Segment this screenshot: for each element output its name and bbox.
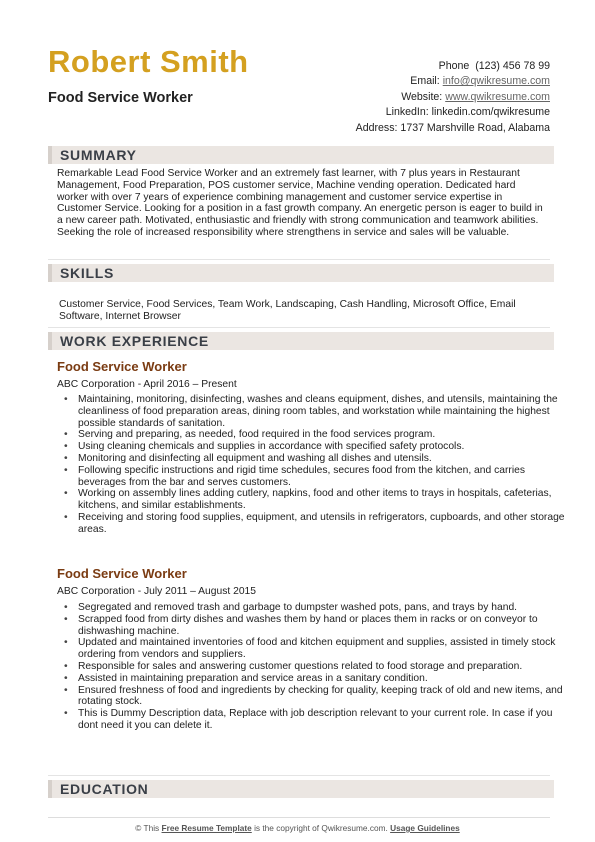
contact-address xyxy=(356,121,550,136)
website-label: Website: xyxy=(401,90,443,103)
contact-website xyxy=(356,90,550,105)
contact-block xyxy=(356,59,550,136)
skills-title: SKILLS xyxy=(60,265,114,281)
linkedin-label: LinkedIn: xyxy=(385,106,429,119)
job-bullet: • Monitoring and disinfecting all equipment and washing all dishes and utensils. xyxy=(78,453,570,465)
job-company-dates: ABC Corporation - April 2016 – Present xyxy=(57,379,237,390)
job-bullet: • Following specific instructions and rigid time schedules, secures food from the kitchen, and carries beverages from the bar and serves customers. xyxy=(78,465,570,489)
education-section-header xyxy=(48,780,554,798)
summary-title: SUMMARY xyxy=(60,147,137,163)
job-bullet: • Working on assembly lines adding cutlery, napkins, food and other items to trays in hospitals, cafeterias, kitchens, and similar establishments. xyxy=(78,488,570,512)
contact-linkedin xyxy=(356,105,550,120)
footer xyxy=(0,823,595,833)
website-link[interactable]: www.qwikresume.com xyxy=(445,90,550,103)
job-bullet: • Responsible for sales and answering customer questions related to food storage and preparation. xyxy=(78,661,570,673)
contact-phone xyxy=(356,59,550,74)
job-title: Food Service Worker xyxy=(57,359,187,374)
divider xyxy=(48,327,550,328)
email-label: Email: xyxy=(410,75,440,88)
summary-section-header xyxy=(48,146,554,164)
candidate-role: Food Service Worker xyxy=(48,90,193,106)
phone-value: (123) 456 78 99 xyxy=(475,60,550,72)
education-title: EDUCATION xyxy=(60,781,149,797)
summary-text: Remarkable Lead Food Service Worker and an extremely fast learner, with 7 plus years in Restaurant Management, Food Preparation, POS customer service, Machine vending operation. Dedicated hard worker with over 7 years of experience combining management and customer service expertise in Customer Service. Looking for a position in a fast growth company. An energetic person is eager to build in a new career path. Motivated, enthusiastic and friendly with strong communication and teamwork abilities. Seeking the role of increased responsibility where strengthens in service and sales will be valuable. xyxy=(57,168,543,238)
experience-title: WORK EXPERIENCE xyxy=(60,333,209,349)
email-link[interactable]: info@qwikresume.com xyxy=(442,75,550,88)
job-bullet: • Using cleaning chemicals and supplies in accordance with specified safety protocols. xyxy=(78,441,570,453)
job-bullet: • Serving and preparing, as needed, food required in the food services program. xyxy=(78,429,570,441)
footer-text: is the copyright of Qwikresume.com. xyxy=(254,823,388,833)
skills-text: Customer Service, Food Services, Team Work, Landscaping, Cash Handling, Microsoft Office, Email Software, Internet Browser xyxy=(59,299,516,322)
job-company-dates: ABC Corporation - July 2011 – August 2015 xyxy=(57,586,257,597)
address-label: Address: xyxy=(355,121,398,134)
free-resume-template-link[interactable]: Free Resume Template xyxy=(161,823,252,833)
usage-guidelines-link[interactable]: Usage Guidelines xyxy=(390,823,460,833)
footer-copyright: © This xyxy=(135,823,160,833)
job-bullet: • Segregated and removed trash and garbage to dumpster washed pots, pans, and trays by hand. xyxy=(78,602,570,614)
job-bullets xyxy=(57,602,570,732)
skills-section-header xyxy=(48,264,554,282)
divider xyxy=(48,259,550,260)
job-bullet: • Updated and maintained inventories of food and kitchen equipment and supplies, assisted in timely stock ordering from vendors and suppliers. xyxy=(78,637,570,661)
job-bullet: • This is Dummy Description data, Replace with job description relevant to your current role. In case if you dont need it you can delete it. xyxy=(78,708,570,732)
job-title: Food Service Worker xyxy=(57,566,187,581)
job-bullet: • Ensured freshness of food and ingredients by checking for quality, keeping track of old and new items, and rotating stock. xyxy=(78,685,570,709)
footer-divider xyxy=(48,817,550,818)
candidate-name: Robert Smith xyxy=(48,44,249,79)
experience-section-header xyxy=(48,332,554,350)
job-bullet: • Scrapped food from dirty dishes and washes them by hand or places them in racks or on conveyor to dishwashing machine. xyxy=(78,614,570,638)
job-bullet: • Maintaining, monitoring, disinfecting, washes and cleans equipment, dishes, and utensils, maintaining the cleanliness of food preparation areas, dining room tables, and workstation while maintaining the highest possible standards of sanitation. xyxy=(78,394,570,429)
job-bullet: • Receiving and storing food supplies, equipment, and utensils in refrigerators, cupboards, and other storage areas. xyxy=(78,512,570,536)
job-bullet: • Assisted in maintaining preparation and service areas in a sanitary condition. xyxy=(78,673,570,685)
divider xyxy=(48,775,550,776)
address-value: 1737 Marshville Road, Alabama xyxy=(400,121,550,134)
contact-email xyxy=(356,74,550,89)
phone-label: Phone xyxy=(438,60,470,72)
linkedin-value: linkedin.com/qwikresume xyxy=(431,106,550,119)
job-bullets xyxy=(57,394,570,536)
